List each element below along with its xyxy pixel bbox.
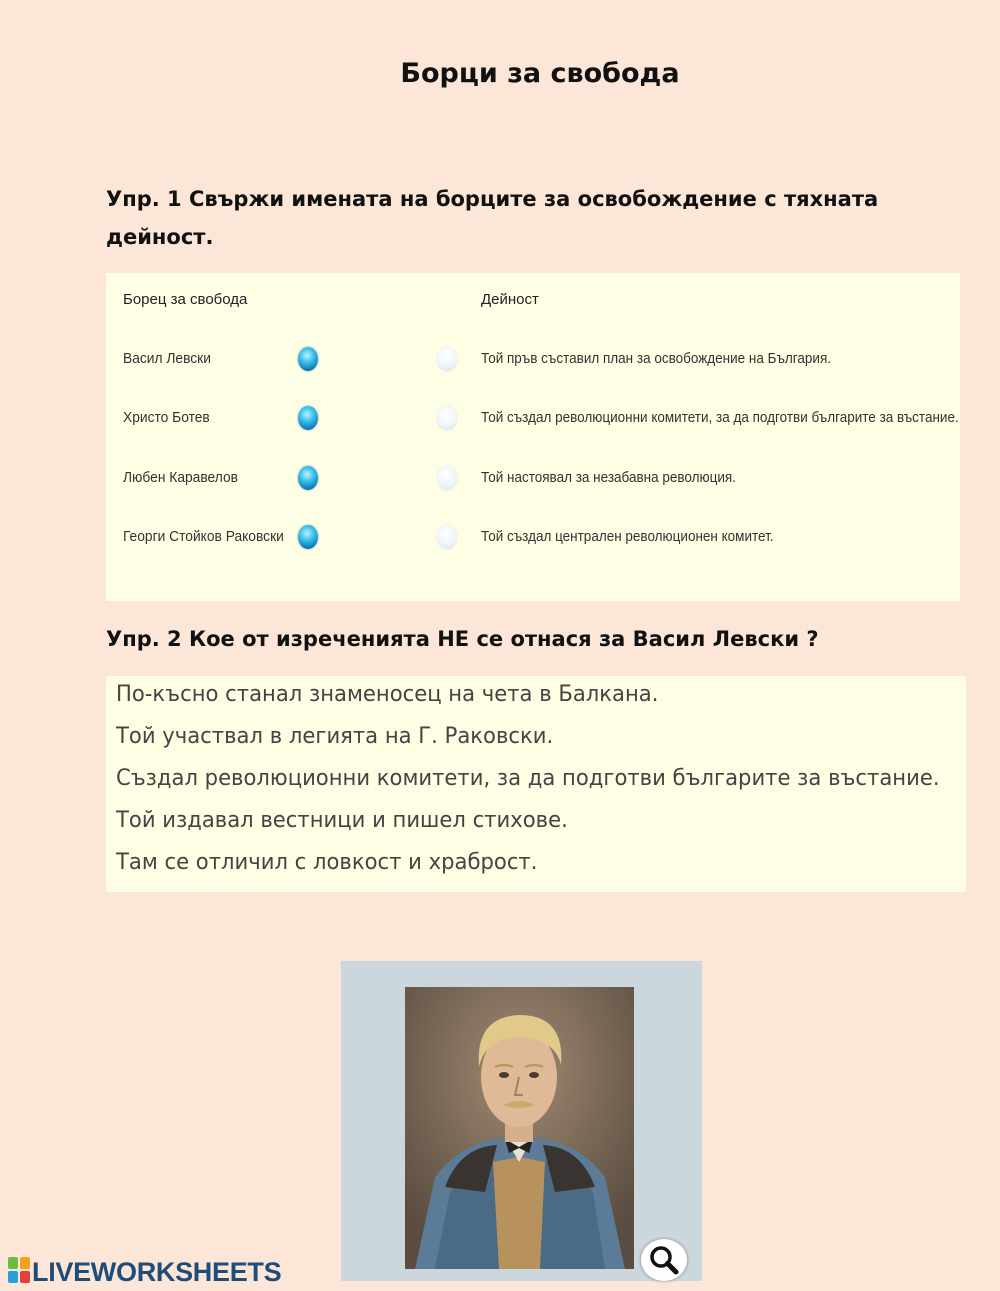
liveworksheets-logo-icon <box>8 1257 30 1290</box>
fighter-name: Любен Каравелов <box>123 469 238 486</box>
page-title: Борци за свобода <box>400 58 680 89</box>
match-start-dot[interactable] <box>298 347 318 371</box>
match-row <box>106 345 960 375</box>
match-start-dot[interactable] <box>298 406 318 430</box>
zoom-button[interactable] <box>641 1239 687 1281</box>
choice-option[interactable]: Там се отличил с ловкост и храброст. <box>116 850 538 875</box>
choice-option[interactable]: Той издавал вестници и пишел стихове. <box>116 808 568 833</box>
choice-option[interactable]: По-късно станал знаменосец на чета в Балкана. <box>116 682 659 707</box>
match-end-dot[interactable] <box>437 406 457 430</box>
magnifier-icon <box>641 1239 687 1281</box>
match-end-dot[interactable] <box>437 347 457 371</box>
fighter-name: Георги Стойков Раковски <box>123 528 284 545</box>
activity-text: Той създал централен революционен комитет. <box>481 528 774 545</box>
exercise-2-heading: Упр. 2 Кое от изреченията НЕ се отнася за Васил Левски ? <box>106 627 819 651</box>
fighter-name: Васил Левски <box>123 350 211 367</box>
exercise-1-heading: Упр. 1 Свържи имената на борците за освобождение с тяхната дейност. <box>106 187 879 249</box>
column-header-activity: Дейност <box>481 291 539 308</box>
match-start-dot[interactable] <box>298 466 318 490</box>
matching-panel <box>106 273 960 601</box>
activity-text: Той създал революционни комитети, за да подготви българите за въстание. <box>481 409 959 426</box>
match-start-dot[interactable] <box>298 525 318 549</box>
column-header-fighter: Борец за свобода <box>123 291 248 308</box>
choice-option[interactable]: Той участвал в легията на Г. Раковски. <box>116 724 554 749</box>
match-row <box>106 464 960 494</box>
match-end-dot[interactable] <box>437 525 457 549</box>
match-end-dot[interactable] <box>437 466 457 490</box>
logo-text: LIVEWORKSHEETS <box>32 1257 282 1287</box>
activity-text: Той пръв съставил план за освобождение на България. <box>481 350 832 367</box>
match-row <box>106 404 960 434</box>
liveworksheets-logo <box>8 1257 281 1289</box>
choice-option[interactable]: Създал революционни комитети, за да подготви българите за въстание. <box>116 766 940 791</box>
activity-text: Той настоявал за незабавна революция. <box>481 469 736 486</box>
match-row <box>106 523 960 553</box>
portrait-illustration <box>405 987 634 1269</box>
portrait-frame <box>341 961 702 1281</box>
choice-panel <box>106 676 966 892</box>
portrait-image <box>405 987 634 1269</box>
fighter-name: Христо Ботев <box>123 409 210 426</box>
